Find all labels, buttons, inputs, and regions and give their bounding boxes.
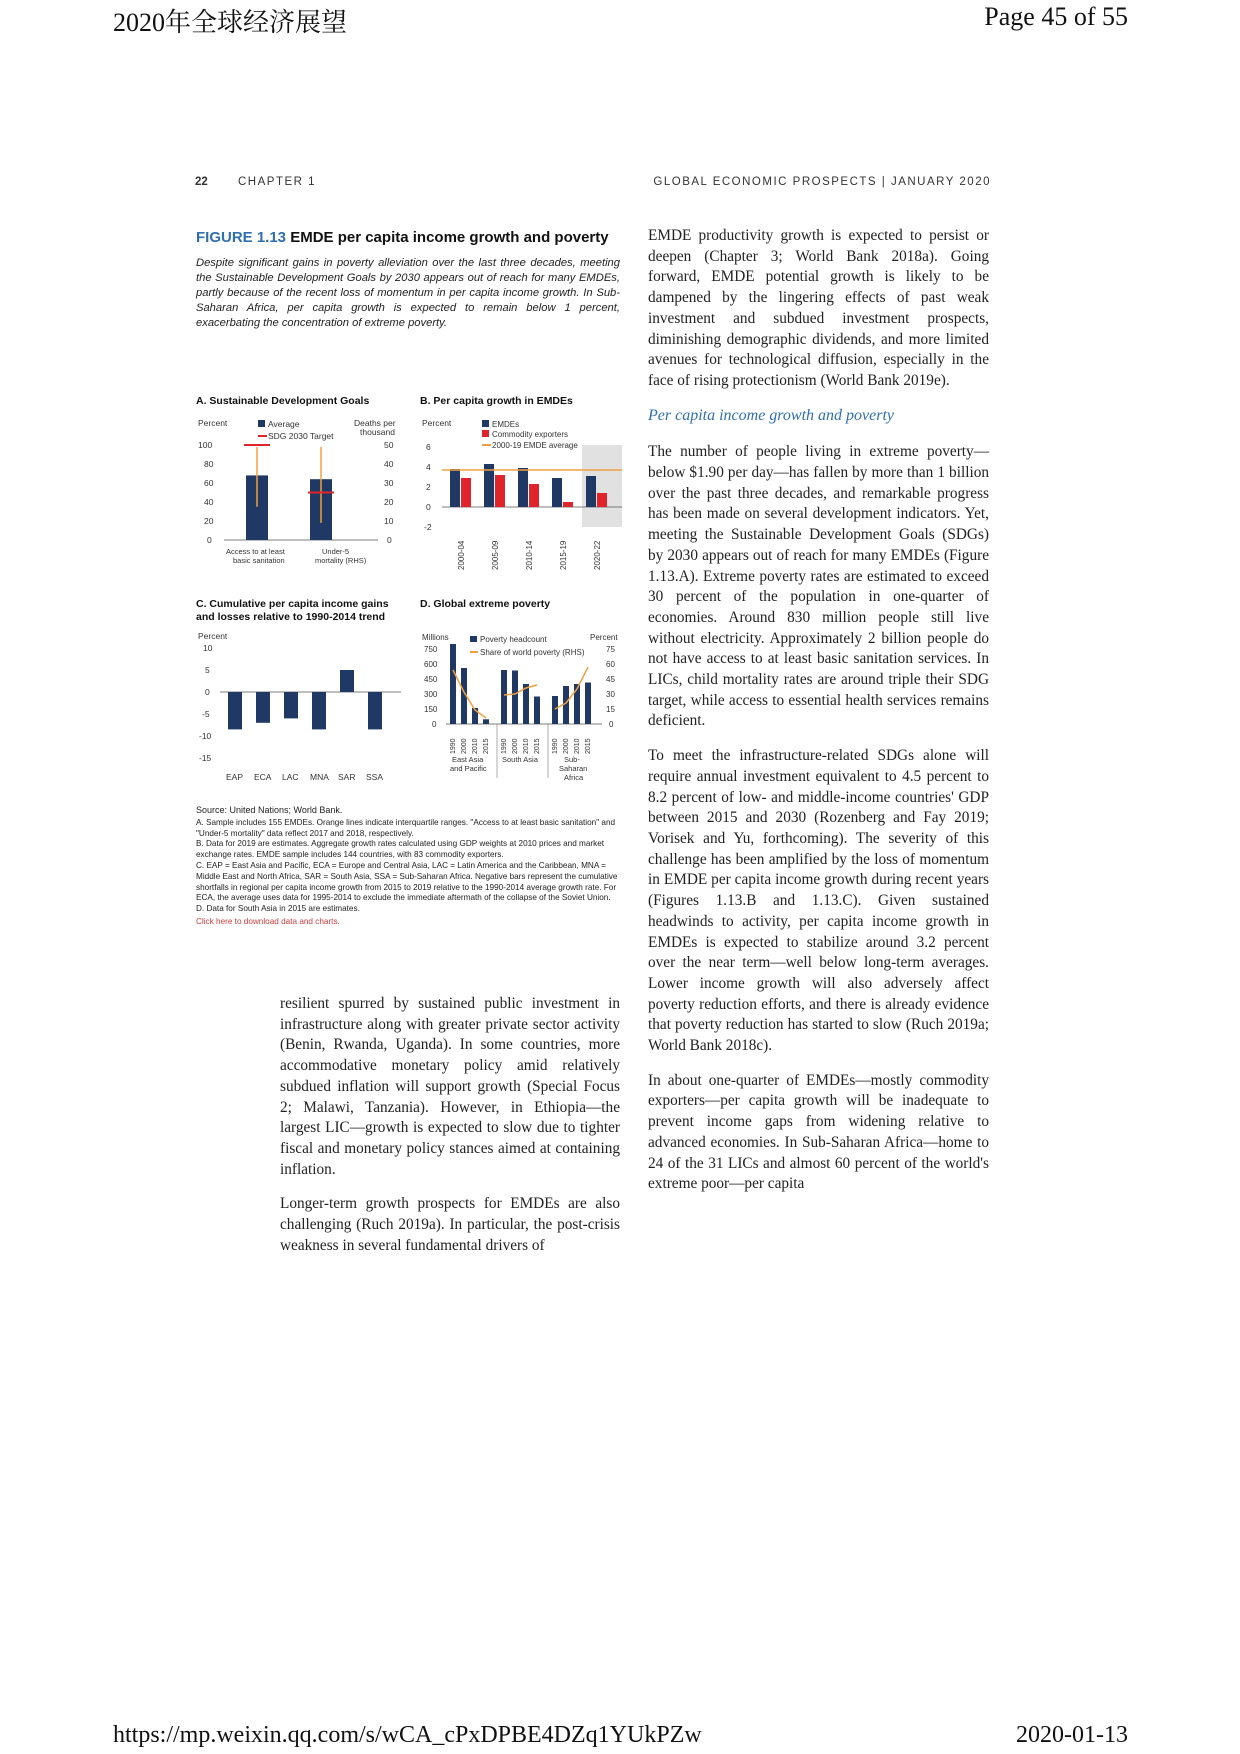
d-year-label: 2000	[512, 738, 519, 754]
d-year-label: 1990	[552, 738, 559, 754]
d-left-tick: 300	[424, 690, 438, 699]
c-bars	[228, 670, 382, 729]
left-paragraph: Longer-term growth prospects for EMDEs are also challenging (Ruch 2019a). In particular, the post-crisis weakness in several fundamental drivers of	[280, 1195, 620, 1254]
figure-notes	[196, 805, 620, 928]
d-bar-ssa-2015	[585, 683, 591, 725]
legend-commodity: Commodity exporters	[492, 430, 569, 439]
chapter-label: CHAPTER 1	[238, 176, 317, 188]
left-column-text	[280, 994, 620, 1270]
section-heading: Per capita income growth and poverty	[648, 406, 895, 424]
a-right-tick: 40	[384, 459, 394, 469]
d-right-tick: 15	[606, 705, 615, 714]
a-left-tick: 0	[207, 535, 212, 545]
b-bar-emdes	[518, 468, 528, 507]
d-group-ssa-line3: Africa	[564, 773, 584, 782]
b-tick: -2	[424, 522, 432, 532]
d-bar-ssa-1990	[552, 696, 558, 724]
d-share-line-eap	[453, 670, 486, 718]
c-tick: 0	[205, 687, 210, 697]
panel-a-title: A. Sustainable Development Goals	[196, 395, 370, 407]
note-b: B. Data for 2019 are estimates. Aggregate growth rates calculated using GDP weights at 2010 prices and market exchange rates. EMDE sample includes 144 countries, with 83 commodity exporters.	[196, 839, 605, 860]
d-year-label: 2000	[461, 738, 468, 754]
d-group-eap-line1: East Asia	[452, 755, 484, 764]
d-bar-sa-1990	[501, 670, 507, 724]
panel-a-ylabel-right-line2: thousand	[360, 427, 395, 437]
legend-commodity-swatch	[482, 430, 489, 437]
d-right-tick: 30	[606, 690, 615, 699]
b-x-label: 2010-14	[525, 540, 534, 570]
c-bar-eca	[256, 692, 270, 723]
legend-headcount: Poverty headcount	[480, 635, 547, 644]
figure-source: Source: United Nations; World Bank.	[196, 805, 343, 815]
right-paragraph: The number of people living in extreme poverty—below $1.90 per day—has fallen by more than 1 billion over the past three decades, and remarkable progress has been made on several development indicators. Yet, meeting the Sustainable Development Goals (SDGs) by 2030 appears out of reach for many EMDEs (Figure 1.13.A). Extreme poverty rates are estimated to exceed 30 percent of the population in one-quarter of economies. Around 830 million people still live without electricity. Approximately 2 billion people do not have access to at least basic sanitation services. In LICs, child mortality rates are around triple their SDG target, while access to essential health services remains deficient.	[648, 443, 989, 730]
b-x-label: 2020-22	[593, 540, 602, 570]
d-year-label: 2015	[483, 738, 490, 754]
panel-a-ylabel-right-line1: Deaths per	[354, 418, 396, 428]
d-left-tick: 0	[432, 720, 437, 729]
panel-b-ylabel: Percent	[422, 418, 452, 428]
legend-share: Share of world poverty (RHS)	[480, 648, 585, 657]
panel-a-right-ticks	[384, 440, 394, 545]
page-number: 22	[195, 176, 208, 188]
a-cat-mortality-line2: mortality (RHS)	[315, 556, 367, 565]
figure-heading: EMDE per capita income growth and poverty	[290, 229, 609, 246]
legend-emdes-swatch	[482, 420, 489, 427]
c-x-label: LAC	[282, 772, 299, 782]
a-cat-sanitation-line1: Access to at least	[226, 547, 285, 556]
panel-c-title: C. Cumulative per capita income gains and losses relative to 1990-2014 trend	[196, 598, 389, 623]
legend-emde-average: 2000-19 EMDE average	[492, 441, 578, 450]
c-bar-sar	[340, 670, 354, 692]
figure-number: FIGURE 1.13	[196, 229, 287, 246]
d-bar-eap-2015	[483, 719, 489, 724]
panel-a-left-ticks	[198, 440, 214, 545]
panel-d-ylabel-left: Millions	[422, 633, 449, 642]
d-left-tick: 750	[424, 645, 438, 654]
d-left-tick: 600	[424, 660, 438, 669]
d-group-ssa-line2: Saharan	[559, 764, 588, 773]
panel-c-chart	[196, 630, 406, 785]
note-d: D. Data for South Asia in 2015 are estimates.	[196, 904, 360, 914]
pdf-header-page: Page 45 of 55	[984, 2, 1128, 31]
d-group-sa: South Asia	[502, 755, 538, 764]
legend-target: SDG 2030 Target	[268, 431, 334, 441]
c-tick: -5	[202, 709, 210, 719]
a-cat-sanitation-line2: basic sanitation	[233, 556, 285, 565]
b-x-labels	[457, 540, 602, 570]
figure-title	[196, 228, 620, 247]
d-left-ticks	[424, 645, 438, 729]
c-tick: -10	[199, 731, 212, 741]
d-right-tick: 60	[606, 660, 615, 669]
c-x-label: SSA	[366, 772, 384, 782]
d-right-tick: 75	[606, 645, 615, 654]
d-bar-ssa-2000	[563, 686, 569, 724]
d-right-tick: 0	[609, 720, 614, 729]
c-x-label: ECA	[254, 772, 272, 782]
b-tick: 6	[426, 442, 431, 452]
figure-block	[196, 228, 620, 331]
b-tick: 2	[426, 482, 431, 492]
panel-d-title: D. Global extreme poverty	[420, 598, 551, 610]
b-tick: 0	[426, 502, 431, 512]
c-bar-mna	[312, 692, 326, 729]
d-year-labels	[450, 738, 592, 754]
note-a: A. Sample includes 155 EMDEs. Orange lines indicate interquartile ranges. "Access to at least basic sanitation" and "Under-5 mortality" data reflect 2017 and 2018, respectively.	[196, 817, 616, 838]
d-share-line-ssa	[555, 667, 588, 709]
b-bar-emdes	[586, 476, 596, 507]
c-tick: -15	[199, 753, 212, 763]
c-x-label: MNA	[310, 772, 329, 782]
d-year-label: 2010	[523, 738, 530, 754]
d-share-line-sa	[504, 685, 537, 695]
d-group-ssa-line1: Sub-	[564, 755, 580, 764]
d-bar-sa-2015	[534, 697, 540, 725]
b-x-label: 2015-19	[559, 540, 568, 570]
a-left-tick: 60	[204, 478, 214, 488]
c-x-labels	[226, 772, 383, 782]
b-bar-commodity	[461, 478, 471, 507]
a-right-tick: 20	[384, 497, 394, 507]
a-left-tick: 80	[204, 459, 214, 469]
running-title: GLOBAL ECONOMIC PROSPECTS | JANUARY 2020	[653, 176, 991, 188]
figure-subtitle: Despite significant gains in poverty alleviation over the last three decades, meeting the Sustainable Development Goals by 2030 appears out of reach for many EMDEs, partly because of the recent loss of momentum in per capita income growth. In Sub-Saharan Africa, per capita growth is expected to remain below 1 percent, exacerbating the concentration of extreme poverty.	[196, 257, 620, 329]
panel-b-chart	[420, 415, 630, 575]
c-tick: 5	[205, 665, 210, 675]
d-year-label: 2010	[574, 738, 581, 754]
legend-headcount-swatch	[470, 636, 477, 642]
a-left-tick: 100	[198, 440, 213, 450]
a-right-tick: 0	[387, 535, 392, 545]
b-bar-emdes	[450, 469, 460, 507]
d-right-tick: 45	[606, 675, 615, 684]
d-year-label: 1990	[501, 738, 508, 754]
d-bar-sa-2010	[523, 684, 529, 724]
right-paragraph: To meet the infrastructure-related SDGs alone will require annual investment equivalent to 4.5 percent to 8.2 percent of low- and middle-income countries' GDP between 2015 and 2030 (Rozenberg and Fay 2019; Vorisek and Yu, forthcoming). The severity of this challenge has been amplified by the loss of momentum in EMDE per capita income growth during recent years (Figures 1.13.B and 1.13.C). Given sustained headwinds to activity, per capita income growth in EMDEs is expected to stabilize around 3.2 percent over the near term—well below long-term averages. Lower income growth will also adversely affect poverty reduction efforts, and there is already evidence that poverty reduction has started to slow (Ruch 2019a; World Bank 2018c).	[648, 747, 989, 1055]
b-bar-commodity	[529, 484, 539, 507]
note-c: C. EAP = East Asia and Pacific, ECA = Europe and Central Asia, LAC = Latin America and the Caribbean, MNA = Middle East and North Africa, SAR = South Asia, SSA = Sub-Saharan Africa. Negative bars represent the cumulative shortfalls in regional per capita income growth from 2015 to 2019 relative to the 1990-2014 average growth rate. For ECA, the average uses data for 1995-2014 to exclude the immediate aftermath of the collapse of the Soviet Union.	[196, 860, 618, 903]
pdf-footer-date: 2020-01-13	[1016, 1722, 1128, 1748]
panel-a-ylabel-left: Percent	[198, 418, 228, 428]
panel-d-ylabel-right: Percent	[590, 633, 618, 642]
a-cat-mortality-line1: Under-5	[322, 547, 350, 556]
d-year-label: 2015	[585, 738, 592, 754]
legend-average: Average	[268, 419, 300, 429]
d-year-label: 2010	[472, 738, 479, 754]
b-tick: 4	[426, 462, 431, 472]
a-right-tick: 50	[384, 440, 394, 450]
c-x-label: EAP	[226, 772, 244, 782]
download-data-link[interactable]: Click here to download data and charts.	[196, 916, 340, 926]
b-x-label: 2000-04	[457, 540, 466, 570]
c-bar-ssa	[368, 692, 382, 729]
right-paragraph: In about one-quarter of EMDEs—mostly commodity exporters—per capita growth will be inadequate to prevent income gaps from widening relative to advanced economies. In Sub-Saharan Africa—home to 24 of the 31 LICs and almost 60 percent of the world's extreme poor—per capita	[648, 1071, 989, 1193]
a-right-tick: 30	[384, 478, 394, 488]
pdf-header-title: 2020年全球经济展望	[113, 8, 348, 37]
d-left-tick: 450	[424, 675, 438, 684]
panel-c-ylabel: Percent	[198, 631, 228, 641]
d-year-label: 2015	[534, 738, 541, 754]
panel-d-chart	[420, 630, 630, 785]
a-left-tick: 40	[204, 497, 214, 507]
b-bar-commodity	[597, 493, 607, 507]
c-bar-eap	[228, 692, 242, 729]
legend-emdes: EMDEs	[492, 420, 520, 429]
pdf-footer-url[interactable]: https://mp.weixin.qq.com/s/wCA_cPxDPBE4DZq1YUkPZw	[113, 1722, 702, 1748]
c-tick: 10	[203, 643, 213, 653]
right-intro-paragraph: EMDE productivity growth is expected to persist or deepen (Chapter 3; World Bank 2018a). Going forward, EMDE potential growth is likely to be dampened by the lingering effects of past weak investment and subdued investment prospects, diminishing demographic dividends, and more limited avenues for technological diffusion, especially in the face of rising protectionism (World Bank 2019e).	[648, 227, 989, 389]
b-x-label: 2005-09	[491, 540, 500, 570]
d-bar-sa-2000	[512, 671, 518, 725]
legend-average-swatch	[258, 420, 265, 427]
panel-a-chart	[196, 415, 404, 575]
panel-b-title: B. Per capita growth in EMDEs	[420, 395, 573, 407]
b-bar-emdes	[552, 478, 562, 507]
panel-a-ylabel-right	[354, 418, 398, 437]
d-year-label: 1990	[450, 738, 457, 754]
right-column-text	[648, 226, 989, 1209]
a-left-tick: 20	[204, 516, 214, 526]
d-right-ticks	[606, 645, 615, 729]
left-paragraph: resilient spurred by sustained public investment in infrastructure along with greater private sector activity (Benin, Rwanda, Uganda). In some countries, more accommodative monetary policy amid relatively subdued inflation will support growth (Special Focus 2; Malawi, Tanzania). However, in Ethiopia—the largest LIC—growth is expected to slow due to tighter fiscal and monetary policy stances aimed at containing inflation.	[280, 995, 620, 1178]
d-left-tick: 150	[424, 705, 438, 714]
b-bar-commodity	[563, 502, 573, 507]
d-group-eap-line2: and Pacific	[450, 764, 487, 773]
d-year-label: 2000	[563, 738, 570, 754]
c-x-label: SAR	[338, 772, 356, 782]
a-right-tick: 10	[384, 516, 394, 526]
c-bar-lac	[284, 692, 298, 718]
b-bar-commodity	[495, 475, 505, 507]
d-bar-eap-1990	[450, 644, 456, 724]
